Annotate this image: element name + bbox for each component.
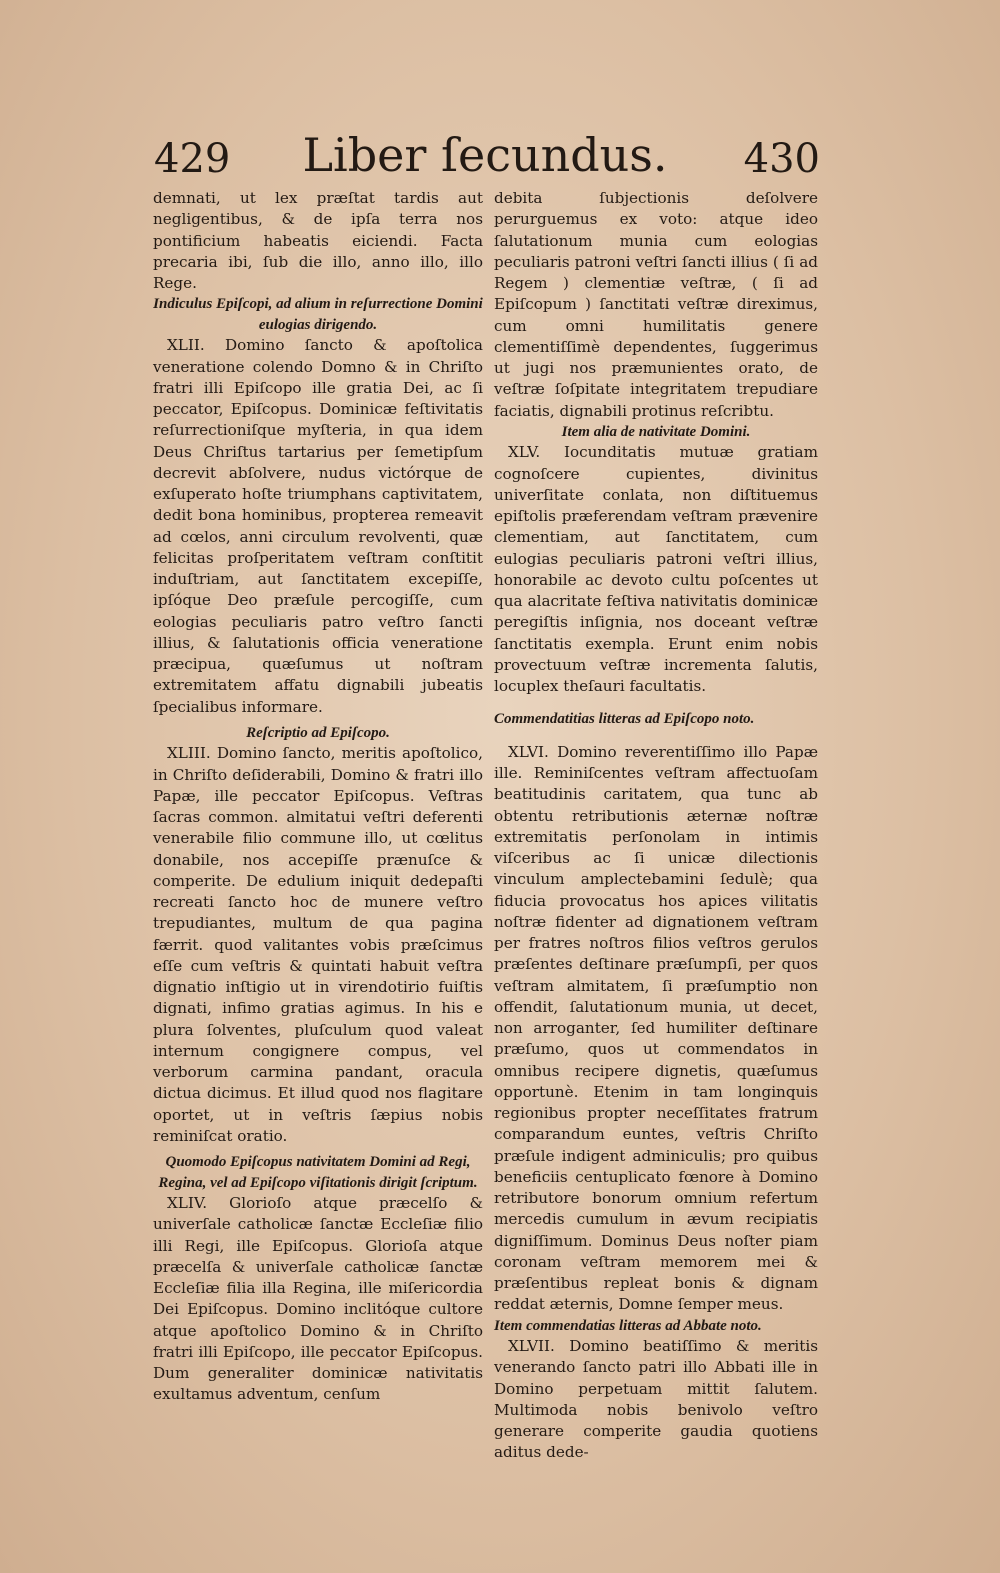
right-column (494, 188, 818, 1464)
left-column (153, 188, 483, 1406)
heading-xliii: Reſcriptio ad Epiſcopo. (246, 724, 390, 741)
page-header (150, 128, 820, 190)
paragraph-continued: demnati, ut lex præſtat tardis aut negligentibus, & de ipſa terra nos pontificium habeatis eiciendi. Facta precaria ibi, ſub die illo, anno illo, illo Rege. (153, 189, 483, 292)
heading-xliv: Quomodo Epiſcopus nativitatem Domini ad Regi, Regina, vel ad Epiſcopo viſitationis dirigit ſcriptum. (158, 1154, 478, 1191)
paragraph-continued-right: debita ſubjectionis deſolvere perurguemus ex voto: atque ideo ſalutationum munia cum eologias peculiaris patroni veſtri ſancti illius ( ſi ad Regem ) clementiæ veſtræ, ( ſi ad Epiſcopum ) ſanctitati veſtræ direximus, cum omni humilitatis genere clementiſſimè dependentes, ſuggerimus ut jugi nos præmunientes orato, de veſtræ ſoſpitate integritatem trepudiare faciatis, dignabili protinus reſcribtu. (494, 189, 818, 420)
heading-xlvii: Item commendatias litteras ad Abbate noto. (494, 1317, 762, 1334)
paragraph-xlv: XLV. Iocunditatis mutuæ gratiam cognoſcere cupientes, divinitus univerſitate conlata, non diſtituemus epiſtolis præferendam veſtram prævenire clementiam, aut ſanctitatem, cum eulogias peculiaris patroni veſtri illius, honorabile ac devoto cultu poſcentes ut qua alacritate feſtiva nativitatis dominicæ peregiſtis inſignia, nos doceant veſtræ ſanctitatis exempla. Erunt enim nobis provectuum veſtræ incrementa ſalutis, locuplex theſauri facultatis. (494, 443, 818, 695)
paragraph-xliv: XLIV. Glorioſo atque præcelſo & univerſale catholicæ ſanctæ Eccleſiæ filio illi Regi, ille Epiſcopus. Glorioſa atque præcelſa & univerſale catholicæ ſanctæ Eccleſiæ filia illa Regina, ille miſericordia Dei Epiſcopus. Domino inclitóque cultore atque apoſtolico Domino & in Chriſto fratri illi Epiſcopo, ille peccator Epiſcopus. Dum generaliter dominicæ nativitatis exultamus adventum, cenſum (153, 1194, 483, 1404)
heading-xlv: Item alia de nativitate Domini. (561, 423, 751, 440)
page-number-right: 430 (743, 136, 820, 182)
heading-xlvi: Commendatitias litteras ad Epiſcopo noto. (494, 711, 755, 728)
paragraph-xlvii: XLVII. Domino beatiſſimo & meritis venerando ſancto patri illo Abbati ille in Domino perpetuam mittit ſalutem. Multimoda nobis benivolo veſtro generare comperite gaudia quotiens aditus dede- (494, 1337, 818, 1462)
paragraph-xliii: XLIII. Domino ſancto, meritis apoſtolico, in Chriſto deſiderabili, Domino & fratri illo Papæ, ille peccator Epiſcopus. Veſtras ſacras common. almitatui veſtri deferenti venerabile filio commune illo, ut cœlitus donabile, nos accepiſſe prænuſce & comperite. De edulium iniquit dedepaſti recreati ſancto hoc de munere veſtro trepudiantes, multum de qua pagina færrit. quod valitantes vobis præſcimus eſſe cum veſtris & quintati habuit veſtra dignatio inſtigio ut in virendotirio fuiſtis dignati, infimo gratias agimus. In his e plura ſolventes, pluſculum quod valeat internum congignere compus, vel verborum carmina pandant, oracula dictua dicimus. Et illud quod nos flagitare oportet, ut in veſtris ſæpius nobis reminiſcat oratio. (153, 744, 483, 1145)
running-title: Liber ſecundus. (302, 128, 668, 182)
page-number-left: 429 (154, 136, 231, 182)
heading-xlii: Indiculus Epiſcopi, ad alium in reſurrectione Domini eulogias dirigendo. (153, 296, 483, 333)
paragraph-xlii: XLII. Domino ſancto & apoſtolica veneratione colendo Domno & in Chriſto fratri illi Epiſcopo ille gratia Dei, ac ſi peccator, Epiſcopus. Dominicæ feſtivitatis reſurrectioniſque myſteria, in qua idem Deus Chriſtus tartarius per ſemetipſum decrevit abſolvere, nudus victórque de exſuperato hoſte triumphans captivitatem, dedit bona hominibus, propterea remeavit ad cœlos, anni circulum revolventi, quæ felicitas proſperitatem veſtram conſtitit induſtriam, aut ſanctitatem excepiſſe, ipſóque Deo præſule percogiſſe, cum eologias peculiaris patro veſtro ſancti illius, & ſalutationis officia veneratione præcipua, quæſumus ut noſtram extremitatem affatu dignabili jubeatis ſpecialibus informare. (153, 336, 483, 716)
paragraph-xlvi: XLVI. Domino reverentiſſimo illo Papæ ille. Reminiſcentes veſtram affectuoſam beatitudinis caritatem, qua tunc ab obtentu retributionis æternæ noſtræ extremitatis perſonolam in intimis viſceribus ac ſi unicæ dilectionis vinculum amplectebamini ſedulè; qua fiducia provocatus hos apices vilitatis noſtræ fidenter ad dignationem veſtram per fratres noſtros filios veſtros gerulos præſentes deſtinare præſumpſi, per quos veſtram almitatem, ſi præſumptio non offendit, ſalutationum munia, ut decet, non arroganter, ſed humiliter deſtinare præſumo, quos ut commendatos in omnibus recipere dignetis, quæſumus opportunè. Etenim in tam longinquis regionibus propter neceſſitates fratrum comparandum euntes, veſtris Chriſto præſule indigent adminiculis; pro quibus beneficiis centuplicato fœnore à Domino retributore bonorum omnium refertum mercedis cumulum in ævum recipiatis digniſſimum. Dominus Deus noſter piam coronam veſtram memorem mei & præſentibus repleat bonis & dignam reddat æternis, Domne ſemper meus. (494, 742, 818, 1314)
